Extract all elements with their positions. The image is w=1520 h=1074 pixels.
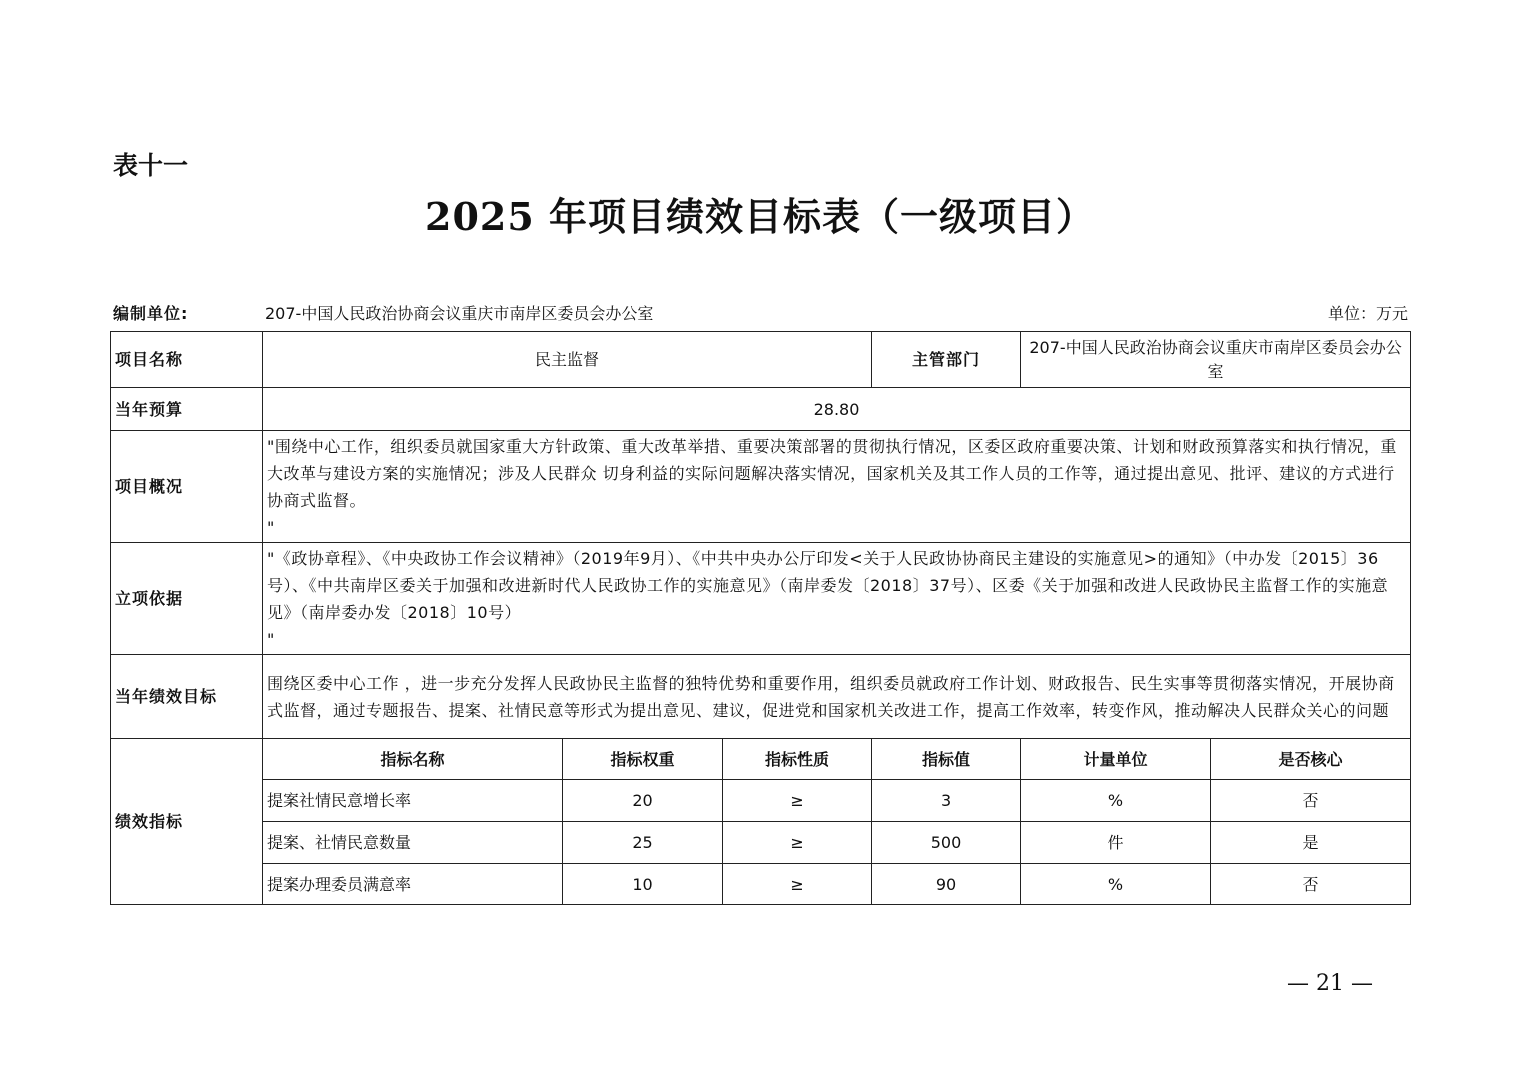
budget-value: 28.80 bbox=[263, 388, 1411, 431]
indicator-nature: ≥ bbox=[723, 780, 872, 822]
compiling-unit-label: 编制单位: bbox=[113, 304, 189, 323]
goal-label: 当年绩效目标 bbox=[111, 655, 263, 739]
indicator-unit: % bbox=[1021, 780, 1211, 822]
indicator-weight: 25 bbox=[563, 822, 723, 864]
indicator-nature: ≥ bbox=[723, 822, 872, 864]
dept-value: 207-中国人民政治协商会议重庆市南岸区委员会办公室 bbox=[1021, 332, 1411, 388]
header-unit: 计量单位 bbox=[1021, 739, 1211, 780]
header-value: 指标值 bbox=[872, 739, 1021, 780]
header-indicator-name: 指标名称 bbox=[263, 739, 563, 780]
goal-row bbox=[111, 655, 1411, 739]
indicator-unit: % bbox=[1021, 864, 1211, 905]
indicator-value: 3 bbox=[872, 780, 1021, 822]
table-label: 表十一 bbox=[113, 151, 189, 180]
indicator-nature: ≥ bbox=[723, 864, 872, 905]
indicator-name: 提案社情民意增长率 bbox=[263, 780, 563, 822]
table-row bbox=[111, 864, 1411, 905]
header-weight: 指标权重 bbox=[563, 739, 723, 780]
indicator-weight: 20 bbox=[563, 780, 723, 822]
header-core: 是否核心 bbox=[1211, 739, 1411, 780]
indicator-value: 500 bbox=[872, 822, 1021, 864]
budget-label: 当年预算 bbox=[111, 388, 263, 431]
overview-row bbox=[111, 431, 1411, 543]
basis-text: "《政协章程》、《中央政协工作会议精神》（2019年9月）、《中共中央办公厅印发<关于人民政协协商民主建设的实施意见>的通知》（中办发〔2015〕36号）、《中共南岸区委关于加强和改进新时代人民政协工作的实施意见》（南岸委发〔2018〕37号）、区委《关于加强和改进人民政协民主监督工作的实施意见》（南岸委办发〔2018〕10号） " bbox=[263, 543, 1411, 655]
indicator-name: 提案办理委员满意率 bbox=[263, 864, 563, 905]
goal-text: 围绕区委中心工作 ，进一步充分发挥人民政协民主监督的独特优势和重要作用，组织委员就政府工作计划、财政报告、民生实事等贯彻落实情况，开展协商式监督，通过专题报告、提案、社情民意等形式为提出意见、建议，促进党和国家机关改进工作，提高工作效率，转变作风，推动解决人民群众关心的问题 bbox=[263, 655, 1411, 739]
budget-row bbox=[111, 388, 1411, 431]
performance-table bbox=[110, 331, 1411, 905]
project-name-label: 项目名称 bbox=[111, 332, 263, 388]
indicator-unit: 件 bbox=[1021, 822, 1211, 864]
page-title: 2025 年项目绩效目标表（一级项目） bbox=[425, 194, 1095, 239]
indicator-core: 否 bbox=[1211, 864, 1411, 905]
header-nature: 指标性质 bbox=[723, 739, 872, 780]
page-number: — 21 — bbox=[1287, 971, 1373, 996]
table-row bbox=[111, 822, 1411, 864]
project-name-row bbox=[111, 332, 1411, 388]
dept-label: 主管部门 bbox=[872, 332, 1021, 388]
indicator-weight: 10 bbox=[563, 864, 723, 905]
overview-label: 项目概况 bbox=[111, 431, 263, 543]
indicator-value: 90 bbox=[872, 864, 1021, 905]
indicator-name: 提案、社情民意数量 bbox=[263, 822, 563, 864]
project-name-value: 民主监督 bbox=[263, 332, 872, 388]
table-row bbox=[111, 780, 1411, 822]
basis-label: 立项依据 bbox=[111, 543, 263, 655]
indicator-core: 是 bbox=[1211, 822, 1411, 864]
compiling-unit-value: 207-中国人民政治协商会议重庆市南岸区委员会办公室 bbox=[265, 304, 654, 323]
indicator-header-row bbox=[111, 739, 1411, 780]
basis-row bbox=[111, 543, 1411, 655]
indicator-label: 绩效指标 bbox=[111, 739, 263, 905]
indicator-core: 否 bbox=[1211, 780, 1411, 822]
meta-row bbox=[113, 298, 1408, 324]
overview-text: "围绕中心工作，组织委员就国家重大方针政策、重大改革举措、重要决策部署的贯彻执行情况，区委区政府重要决策、计划和财政预算落实和执行情况，重大改革与建设方案的实施情况；涉及人民群众 切身利益的实际问题解决落实情况，国家机关及其工作人员的工作等，通过提出意见、批评、建议的方式进行协商式监督。 " bbox=[263, 431, 1411, 543]
currency-unit: 单位：万元 bbox=[1327, 304, 1408, 323]
